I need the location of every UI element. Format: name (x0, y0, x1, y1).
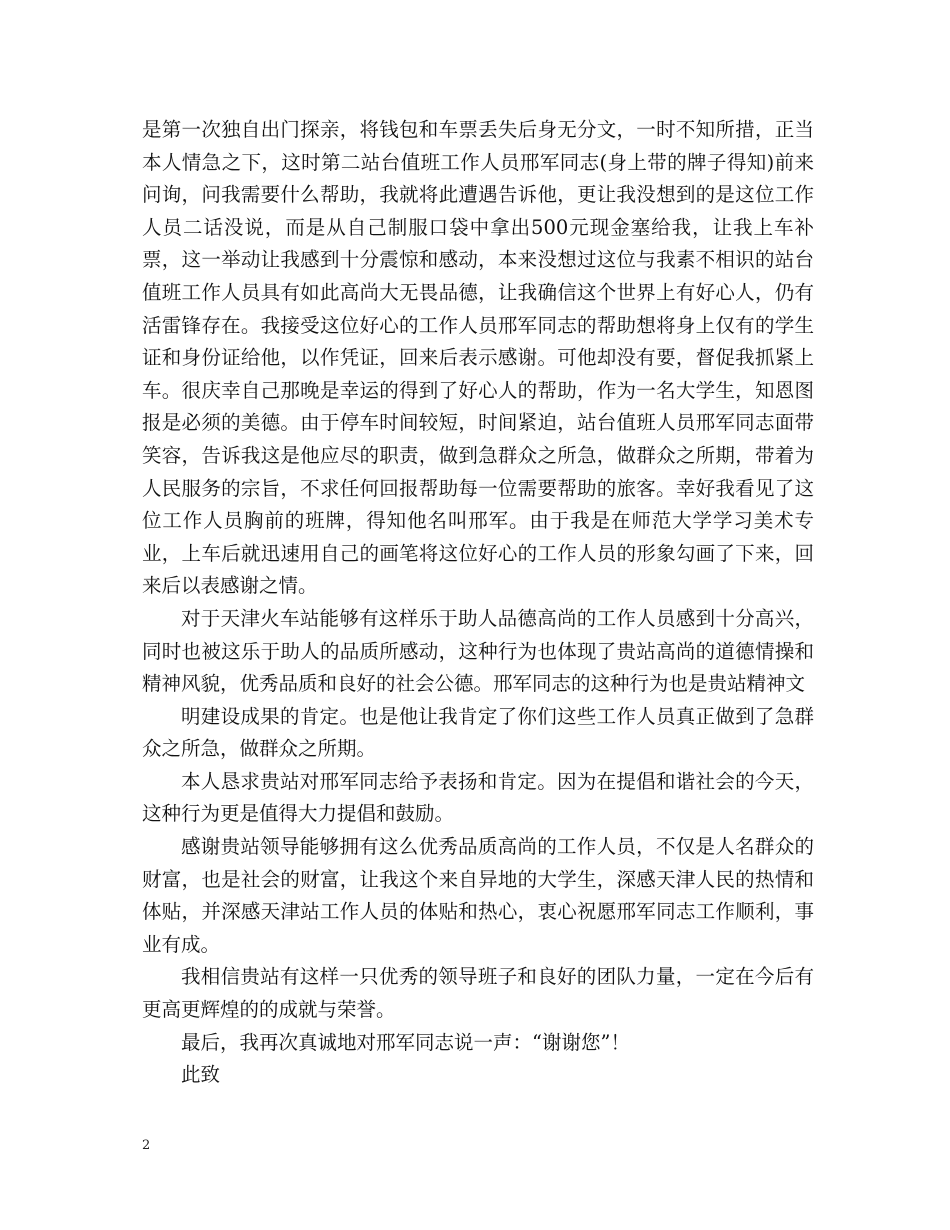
paragraph-request: 本人恳求贵站对邢军同志给予表扬和肯定。因为在提倡和谐社会的今天，这种行为更是值得大力提倡和鼓励。 (142, 769, 814, 826)
paragraph-continuation: 是第一次独自出门探亲，将钱包和车票丢失后身无分文，一时不知所措，正当本人情急之下，这时第二站台值班工作人员邢军同志(身上带的牌子得知)前来问询，问我需要什么帮助，我就将此遭遇告诉他，更让我没想到的是这位工作人员二话没说，而是从自己制服口袋中拿出500元现金塞给我，让我上车补票，这一举动让我感到十分震惊和感动，本来没想过这位与我素不相识的站台值班工作人员具有如此高尚大无畏品德，让我确信这个世界上有好心人，仍有活雷锋存在。我接受这位好心的工作人员邢军同志的帮助想将身上仅有的学生证和身份证给他，以作凭证，回来后表示感谢。可他却没有要，督促我抓紧上车。很庆幸自己那晚是幸运的得到了好心人的帮助，作为一名大学生，知恩图报是必须的美德。由于停车时间较短，时间紧迫，站台值班人员邢军同志面带笑容，告诉我这是他应尽的职责，做到急群众之所急，做群众之所期，带着为人民服务的宗旨，不求任何回报帮助每一位需要帮助的旅客。幸好我看见了这位工作人员胸前的班牌，得知他名叫邢军。由于我是在师范大学学习美术专业，上车后就迅速用自己的画笔将这位好心的工作人员的形象勾画了下来，回来后以表感谢之情。 (142, 118, 814, 598)
salutation: 此致 (181, 1063, 221, 1087)
paragraph-praise: 对于天津火车站能够有这样乐于助人品德高尚的工作人员感到十分高兴，同时也被这乐于助人的品质所感动，这种行为也体现了贵站高尚的道德情操和精神风貌，优秀品质和良好的社会公德。邢军同志的这种行为也是贵站精神文 (142, 606, 814, 696)
paragraph-thanks: 感谢贵站领导能够拥有这么优秀品质高尚的工作人员，不仅是人名群众的财富，也是社会的财富，让我这个来自异地的大学生，深感天津人民的热情和体贴，并深感天津站工作人员的体贴和热心，衷心祝愿邢军同志工作顺利，事业有成。 (142, 835, 814, 956)
paragraph-affirmation: 明建设成果的肯定。也是他让我肯定了你们这些工作人员真正做到了急群众之所急，做群众之所期。 (142, 704, 814, 761)
page-number: 2 (142, 1138, 151, 1153)
letter-body (142, 114, 814, 1092)
paragraph-belief: 我相信贵站有这样一只优秀的领导班子和良好的团队力量，一定在今后有更高更辉煌的的成就与荣誉。 (142, 965, 814, 1022)
closing-line: 最后，我再次真诚地对邢军同志说一声：“谢谢您”！ (181, 1030, 630, 1054)
